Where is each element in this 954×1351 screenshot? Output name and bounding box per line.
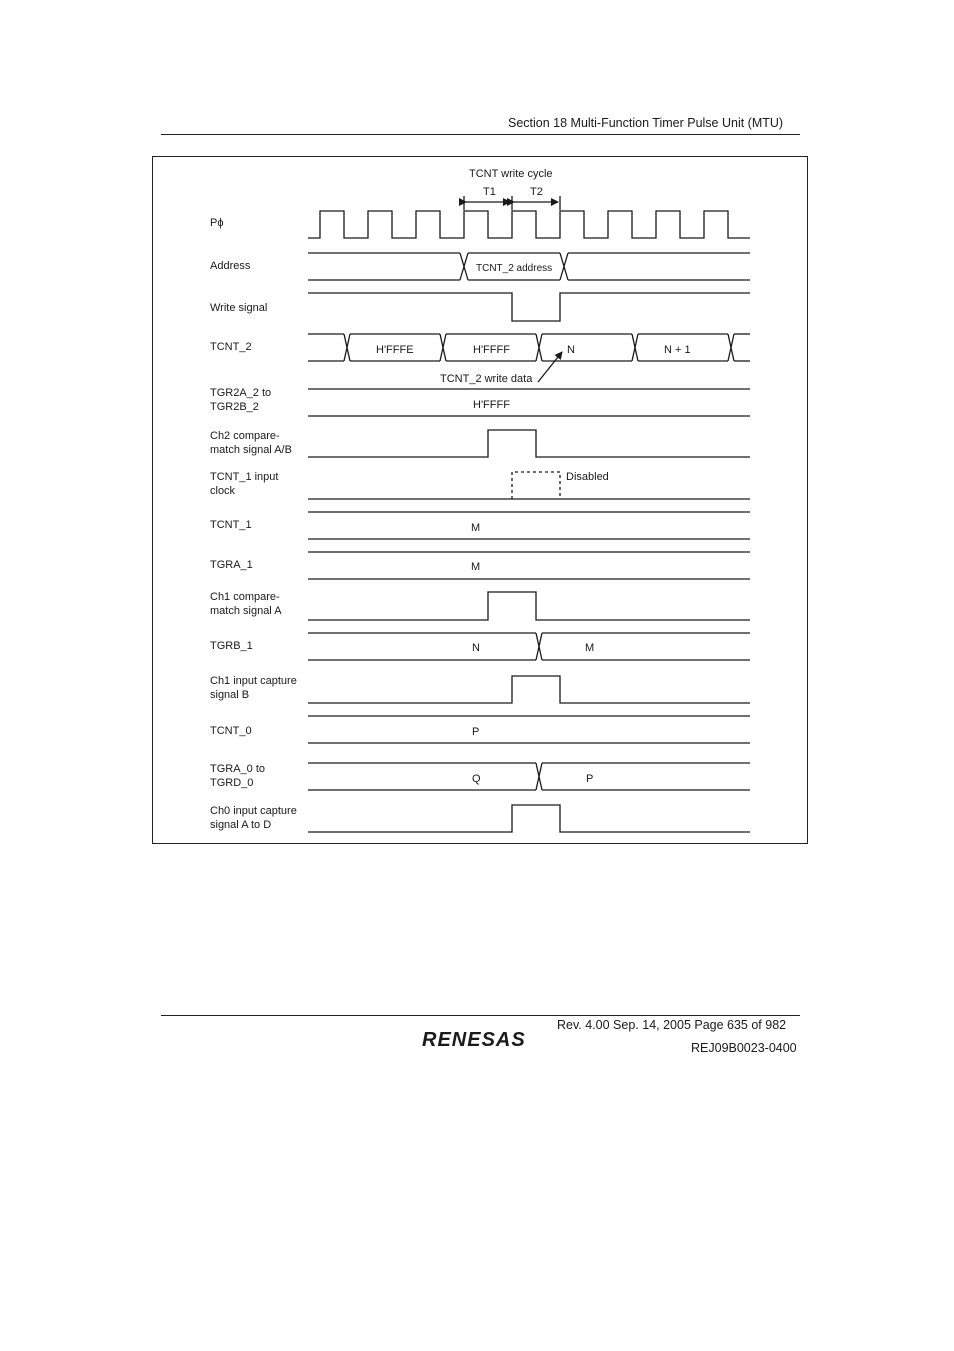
tgr2-value: H'FFFF xyxy=(473,399,510,411)
section-header: Section 18 Multi-Function Timer Pulse Unit (MTU) xyxy=(508,116,784,130)
cycle-label: TCNT write cycle xyxy=(469,168,553,180)
tgra1-value: M xyxy=(471,561,481,573)
label-ch1-capture: Ch1 input capture signal B xyxy=(210,675,297,701)
renesas-logo: RENESAS xyxy=(422,1029,526,1051)
tcnt1-waveform xyxy=(308,512,750,539)
tcnt2-value-fffe: H'FFFE xyxy=(376,344,414,356)
ch1-compare-waveform xyxy=(308,592,750,620)
label-tgr2: TGR2A_2 to TGR2B_2 xyxy=(210,387,272,413)
label-address: Address xyxy=(210,260,251,272)
address-value: TCNT_2 address xyxy=(476,263,553,274)
tcnt0-value: P xyxy=(472,726,480,738)
tgra0-waveform xyxy=(308,763,750,790)
tgr2-waveform xyxy=(308,389,750,416)
pphi-waveform xyxy=(308,211,750,238)
tgrb1-value-m: M xyxy=(585,642,595,654)
write-waveform xyxy=(308,293,750,321)
tcnt1-value: M xyxy=(471,522,481,534)
label-tgrb1: TGRB_1 xyxy=(210,640,253,652)
label-ch2-compare: Ch2 compare- match signal A/B xyxy=(210,430,292,456)
tcnt2-value-n: N xyxy=(567,344,575,356)
label-tcnt1: TCNT_1 xyxy=(210,519,252,531)
label-tgra1: TGRA_1 xyxy=(210,559,253,571)
footer-rule xyxy=(161,1015,800,1016)
tgra0-value-q: Q xyxy=(472,773,481,785)
label-write-signal: Write signal xyxy=(210,302,268,314)
ch0-capture-waveform xyxy=(308,805,750,832)
tcnt2-value-n1: N + 1 xyxy=(664,344,691,356)
ch1-capture-waveform xyxy=(308,676,750,703)
tcnt2-value-ffff: H'FFFF xyxy=(473,344,510,356)
tcnt1-input-waveform xyxy=(308,472,750,499)
document-id: REJ09B0023-0400 xyxy=(691,1041,797,1055)
tgrb1-value-n: N xyxy=(472,642,480,654)
t1-t2-bracket xyxy=(464,196,560,210)
label-tcnt2: TCNT_2 xyxy=(210,341,252,353)
t1-label: T1 xyxy=(483,186,496,198)
ch2-compare-waveform xyxy=(308,430,750,457)
revision-info: Rev. 4.00 Sep. 14, 2005 Page 635 of 982 xyxy=(557,1018,787,1032)
tcnt0-waveform xyxy=(308,716,750,743)
tgra1-waveform xyxy=(308,552,750,579)
label-pphi: Pϕ xyxy=(210,217,224,229)
t2-label: T2 xyxy=(530,186,543,198)
tgrb1-waveform xyxy=(308,633,750,660)
label-tcnt1-input: TCNT_1 input clock xyxy=(210,471,279,497)
label-ch1-compare: Ch1 compare- match signal A xyxy=(210,591,282,617)
disabled-label: Disabled xyxy=(566,471,609,483)
write-data-annotation: TCNT_2 write data xyxy=(440,373,533,385)
label-ch0-capture: Ch0 input capture signal A to D xyxy=(210,805,297,831)
label-tcnt0: TCNT_0 xyxy=(210,725,252,737)
tgra0-value-p: P xyxy=(586,773,594,785)
label-tgra0: TGRA_0 to TGRD_0 xyxy=(210,763,266,789)
